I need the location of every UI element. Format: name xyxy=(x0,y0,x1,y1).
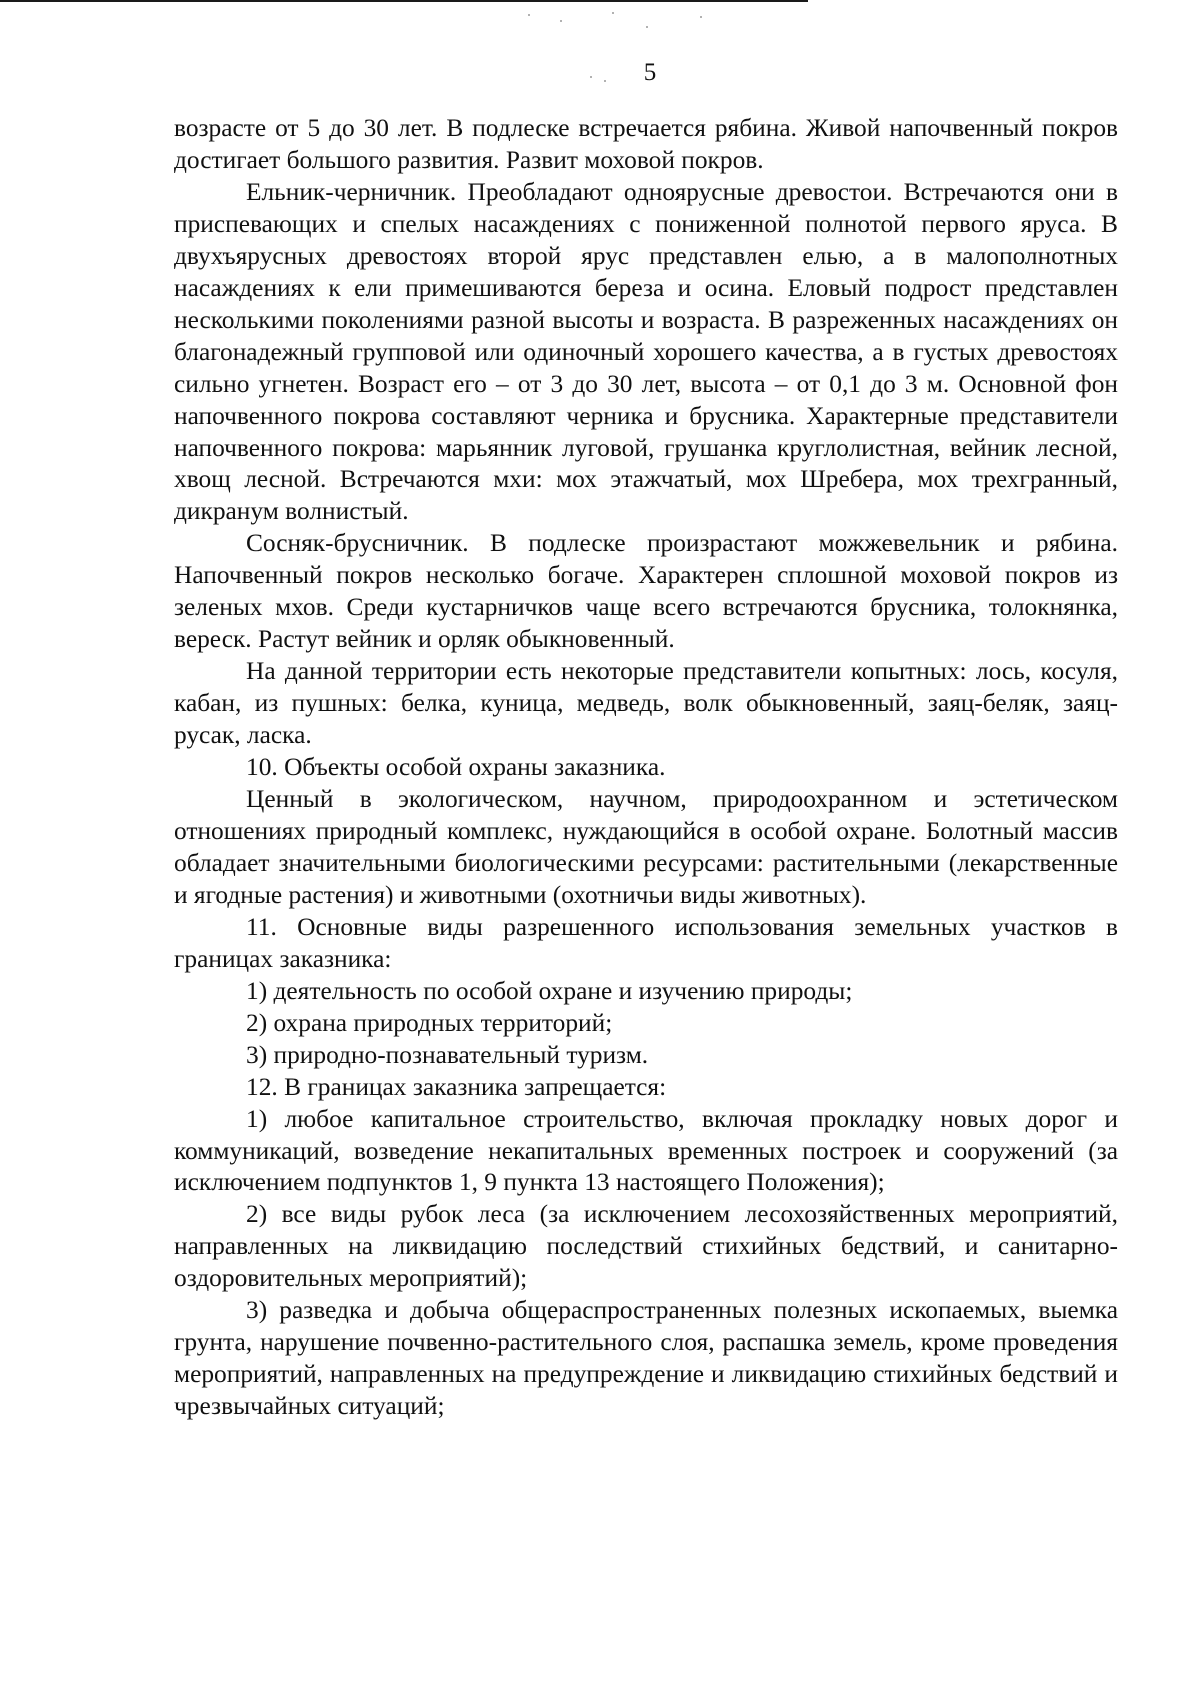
section-heading: 11. Основные виды разрешенного использования земельных участков в границах заказника: xyxy=(174,912,1118,973)
paragraph: возрасте от 5 до 30 лет. В подлеске встречается рябина. Живой напочвенный покров достигает большого развития. Развит моховой покров. xyxy=(174,114,1118,174)
list-item: 2) все виды рубок леса (за исключением лесохозяйственных мероприятий, направленных на ликвидацию последствий стихийных бедствий, и санитарно-оздоровительных мероприятий); xyxy=(174,1200,1118,1293)
paragraph: Ельник-черничник. Преобладают одноярусные древостои. Встречаются они в приспевающих и спелых насаждениях с пониженной полнотой первого яруса. В двухъярусных древостоях второй ярус представлен елью, а в малополнотных насаждениях к ели примешиваются береза и осина. Еловый подрост представлен несколькими поколениями разной высоты и возраста. В разреженных насаждениях он благонадежный групповой или одиночный хорошего качества, а в густых древостоях сильно угнетен. Возраст его – от 3 до 30 лет, высота – от 0,1 до 3 м. Основной фон напочвенного покрова составляют черника и брусника. Характерные представители напочвенного покрова: марьянник луговой, грушанка круглолистная, вейник лесной, хвощ лесной. Встречаются мхи: мох этажчатый, мох Шребера, мох трехгранный, дикранум волнистый. xyxy=(174,177,1118,526)
document-body xyxy=(174,113,1118,1423)
scan-speckle xyxy=(612,12,614,14)
list-item: 1) деятельность по особой охране и изучению природы; xyxy=(246,976,853,1005)
paragraph: Сосняк-брусничник. В подлеске произрастают можжевельник и рябина. Напочвенный покров несколько богаче. Характерен сплошной моховой покров из зеленых мхов. Среди кустарничков чаще всего встречаются брусника, толокнянка, вереск. Растут вейник и орляк обыкновенный. xyxy=(174,529,1118,654)
list-item: 3) разведка и добыча общераспространенных полезных ископаемых, выемка грунта, нарушение почвенно-растительного слоя, распашка земель, кроме проведения мероприятий, направленных на предупреждение и ликвидацию стихийных бедствий и чрезвычайных ситуаций; xyxy=(174,1296,1118,1421)
list-item: 1) любое капитальное строительство, включая прокладку новых дорог и коммуникаций, возведение некапитальных временных построек и сооружений (за исключением подпунктов 1, 9 пункта 13 настоящего Положения); xyxy=(174,1104,1118,1197)
paragraph: На данной территории есть некоторые представители копытных: лось, косуля, кабан, из пушных: белка, куница, медведь, волк обыкновенный, заяц-беляк, заяц-русак, ласка. xyxy=(174,657,1118,750)
scan-speckle xyxy=(528,14,530,16)
top-rule xyxy=(0,0,808,2)
scan-speckle xyxy=(700,16,702,18)
section-heading: 12. В границах заказника запрещается: xyxy=(246,1072,667,1101)
scan-speckle xyxy=(646,26,648,28)
list-item: 3) природно-познавательный туризм. xyxy=(246,1040,649,1069)
section-heading: 10. Объекты особой охраны заказника. xyxy=(246,753,666,782)
paragraph: Ценный в экологическом, научном, природоохранном и эстетическом отношениях природный комплекс, нуждающийся в особой охране. Болотный массив обладает значительными биологическими ресурсами: растительными (лекарственные и ягодные растения) и животными (охотничьи виды животных). xyxy=(174,785,1118,909)
page-number: 5 xyxy=(643,59,657,86)
list-item: 2) охрана природных территорий; xyxy=(246,1008,613,1037)
scan-speckle xyxy=(560,20,562,22)
